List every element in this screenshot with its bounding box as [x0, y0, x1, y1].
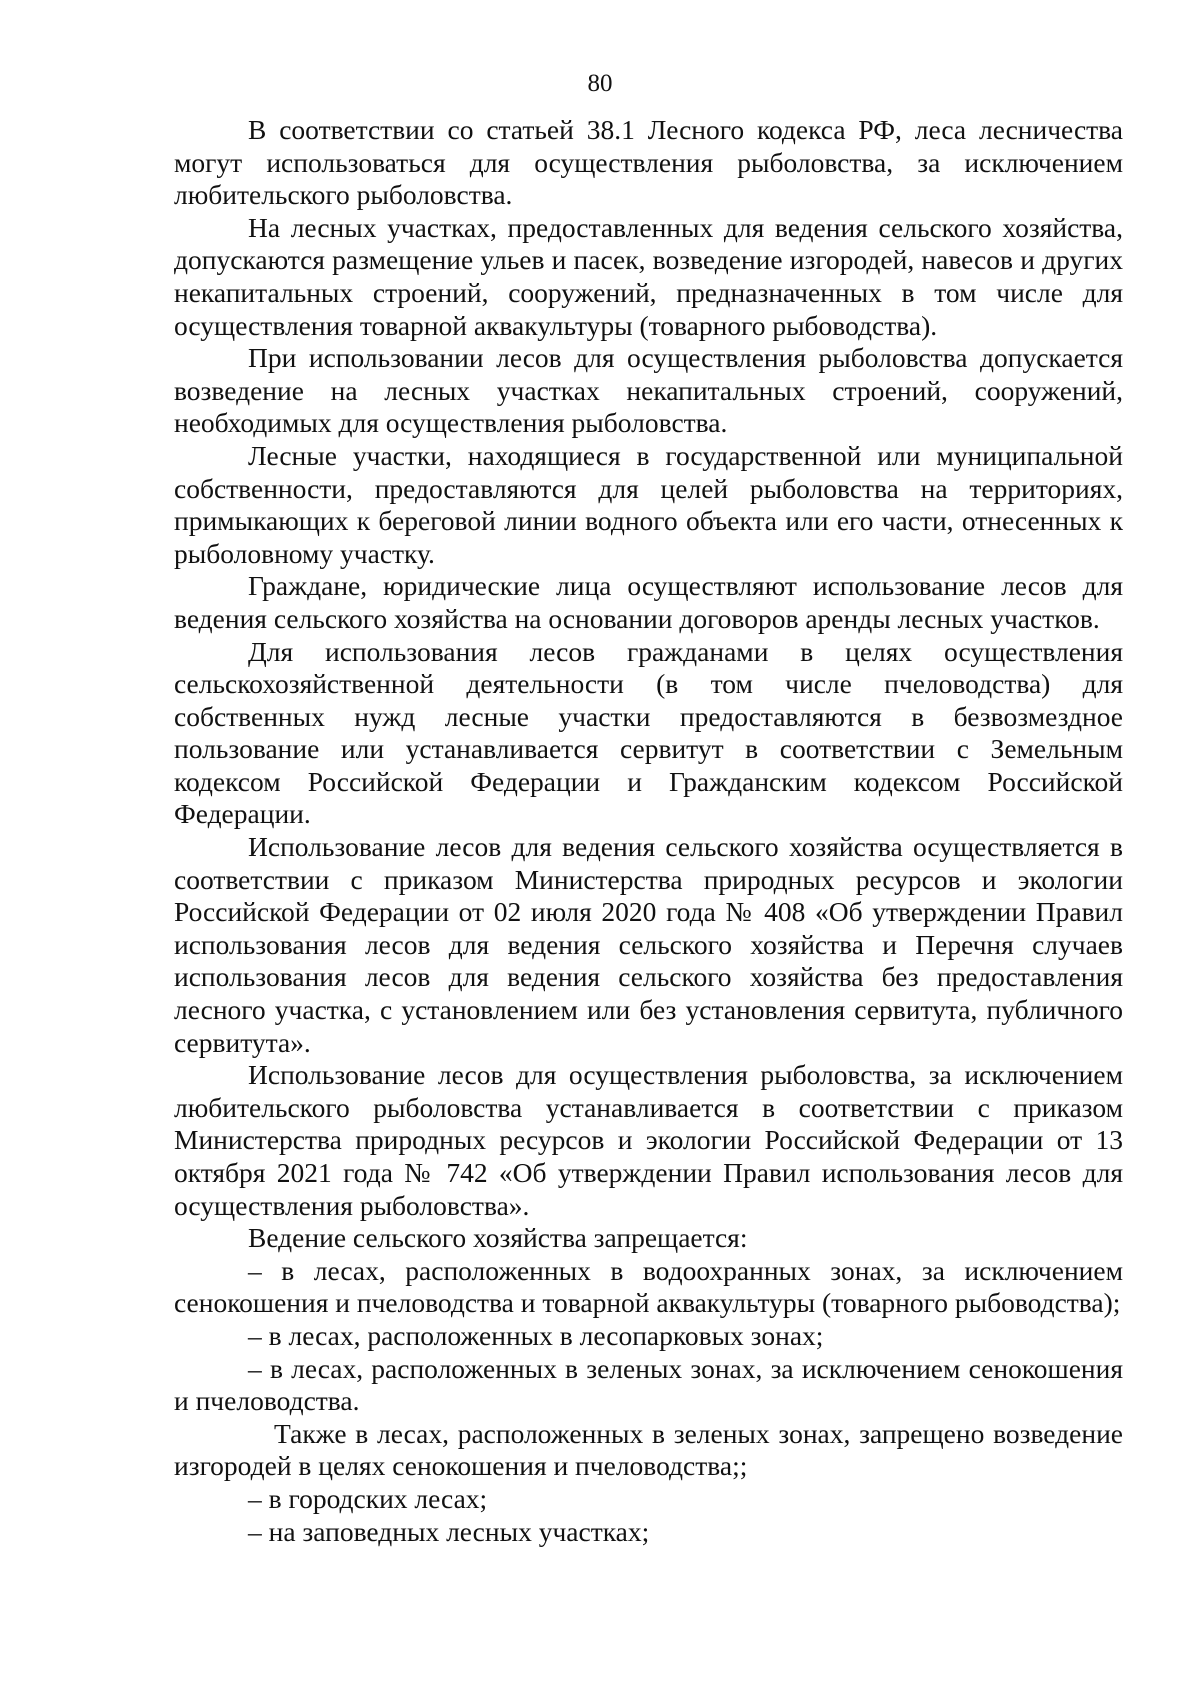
list-item: – на заповедных лесных участках; — [248, 1515, 650, 1547]
list-item: – в городских лесах; — [248, 1482, 488, 1514]
list-item: – в лесах, расположенных в лесопарковых зонах; — [248, 1319, 824, 1351]
page-number: 80 — [587, 70, 613, 97]
paragraph: Граждане, юридические лица осуществляют использование лесов для ведения сельского хозяйства на основании договоров аренды лесных участков. — [174, 570, 1123, 634]
paragraph: В соответствии со статьей 38.1 Лесного кодекса РФ, леса лесничества могут использоваться для осуществления рыболовства, за исключением любительского рыболовства. — [174, 114, 1123, 211]
list-item: – в лесах, расположенных в зеленых зонах, за исключением сенокошения и пчеловодства. — [174, 1352, 1123, 1417]
paragraph: Для использования лесов гражданами в целях осуществления сельскохозяйственной деятельности (в том числе пчеловодства) для собственных нужд лесные участки предоставляются в безвозмездное пользование или устанавливается сервитут в соответствии с Земельным кодексом Российской Федерации и Гражданским кодексом Российской Федерации. — [174, 635, 1123, 830]
paragraph: Использование лесов для ведения сельского хозяйства осуществляется в соответствии с приказом Министерства природных ресурсов и экологии Российской Федерации от 02 июля 2020 года № 408 «Об утверждении Правил использования лесов для ведения сельского хозяйства и Перечня случаев использования лесов для ведения сельского хозяйства без предоставления лесного участка, с установлением или без установления сервитута, публичного сервитута». — [174, 831, 1123, 1058]
paragraph: Лесные участки, находящиеся в государственной или муниципальной собственности, предоставляются для целей рыболовства на территориях, примыкающих к береговой линии водного объекта или его части, отнесенных к рыболовному участку. — [174, 439, 1123, 569]
paragraph: Использование лесов для осуществления рыболовства, за исключением любительского рыболовства устанавливается в соответствии с приказом Министерства природных ресурсов и экологии Российской Федерации от 13 октября 2021 года № 742 «Об утверждении Правил использования лесов для осуществления рыболовства». — [174, 1059, 1123, 1221]
paragraph: Также в лесах, расположенных в зеленых зонах, запрещено возведение изгородей в целях сенокошения и пчеловодства;; — [174, 1417, 1123, 1482]
paragraph: На лесных участках, предоставленных для ведения сельского хозяйства, допускаются размещение ульев и пасек, возведение изгородей, навесов и других некапитальных строений, сооружений, предназначенных в том числе для осуществления товарной аквакультуры (товарного рыбоводства). — [174, 211, 1123, 341]
paragraph: Ведение сельского хозяйства запрещается: — [248, 1222, 748, 1254]
list-item: – в лесах, расположенных в водоохранных зонах, за исключением сенокошения и пчеловодства и товарной аквакультуры (товарного рыбоводства); — [174, 1254, 1123, 1319]
document-body — [174, 114, 1123, 1548]
paragraph: При использовании лесов для осуществления рыболовства допускается возведение на лесных участках некапитальных строений, сооружений, необходимых для осуществления рыболовства. — [174, 342, 1123, 439]
